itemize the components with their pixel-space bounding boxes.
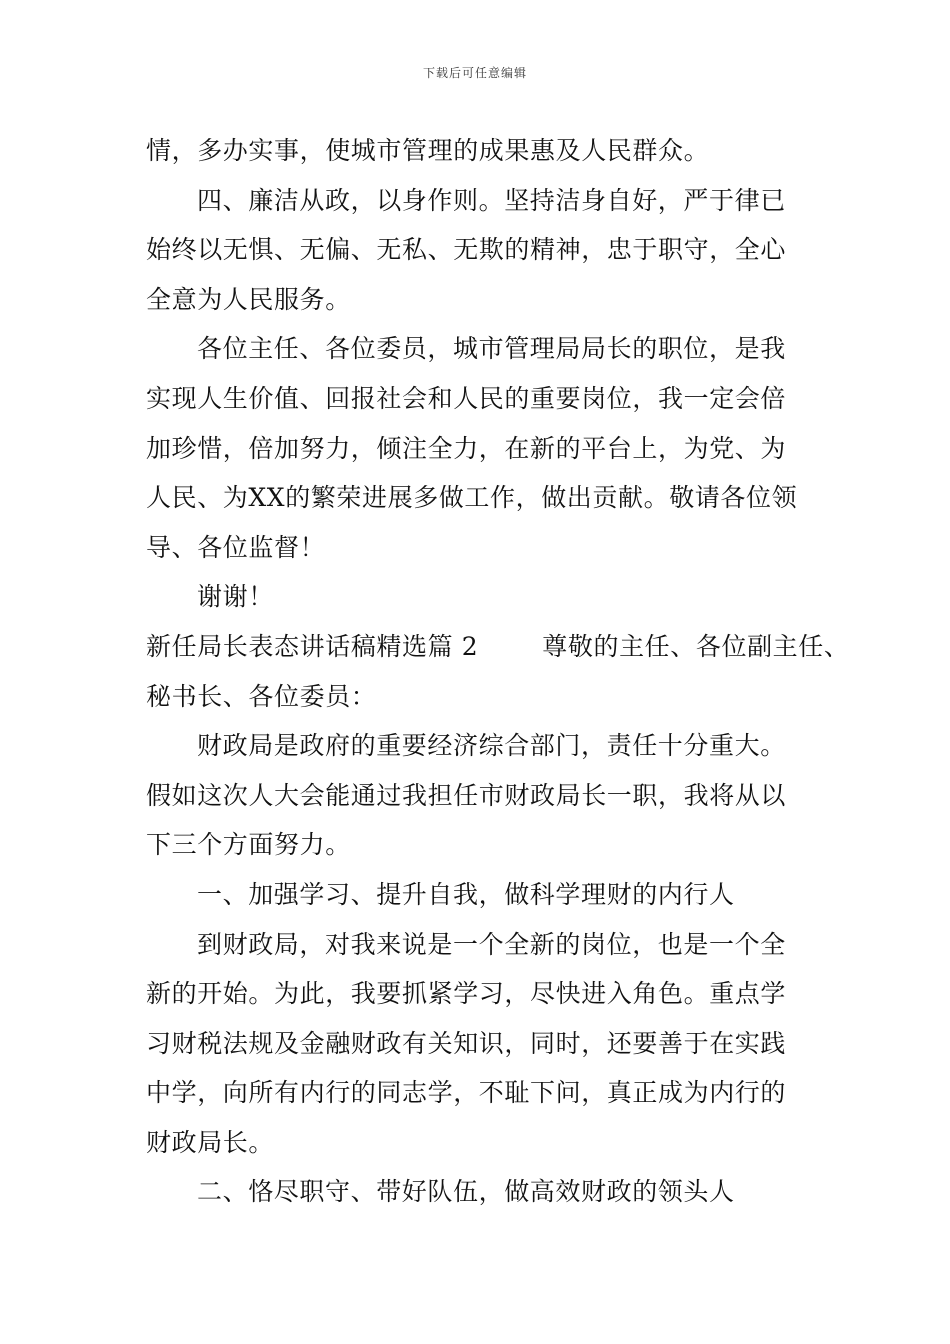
paragraph-line: 假如这次人大会能通过我担任市财政局长一职，我将从以: [146, 780, 787, 810]
paragraph-line: 习财税法规及金融财政有关知识，同时，还要善于在实践: [146, 1028, 787, 1058]
paragraph-line: 下三个方面努力。: [146, 830, 351, 860]
subsection-heading: 一、加强学习、提升自我，做科学理财的内行人: [197, 879, 735, 909]
closing-thanks: 谢谢！: [197, 582, 274, 612]
paragraph-line: 人民、为XX的繁荣进展多做工作，做出贡献。敬请各位领: [146, 483, 798, 513]
paragraph-line: 始终以无惧、无偏、无私、无欺的精神，忠于职守，全心: [146, 235, 787, 265]
paragraph-line: 财政局是政府的重要经济综合部门，责任十分重大。: [197, 731, 786, 761]
salutation-text: 尊敬的主任、各位副主任、: [542, 631, 850, 661]
paragraph-line: 四、廉洁从政，以身作则。坚持洁身自好，严于律已: [197, 185, 786, 215]
paragraph-line: 实现人生价值、回报社会和人民的重要岗位，我一定会倍: [146, 383, 787, 413]
document-body: [146, 126, 850, 1217]
page-header: 下载后可任意编辑: [422, 66, 527, 80]
paragraph-line: 加珍惜，倍加努力，倾注全力，在新的平台上，为党、为: [146, 433, 787, 463]
paragraph-line: 各位主任、各位委员，城市管理局局长的职位，是我: [197, 334, 786, 364]
paragraph-line: 全意为人民服务。: [146, 284, 351, 314]
paragraph-line: 情，多办实事，使城市管理的成果惠及人民群众。: [146, 136, 710, 165]
paragraph-line: 秘书长、各位委员：: [146, 681, 377, 711]
paragraph-line: 新的开始。为此，我要抓紧学习，尽快进入角色。重点学: [146, 979, 787, 1009]
paragraph-line: 中学，向所有内行的同志学，不耻下问，真正成为内行的: [146, 1078, 787, 1108]
paragraph-line: 财政局长。: [146, 1127, 275, 1157]
section-title: 新任局长表态讲话稿精选篇 2: [146, 631, 479, 661]
paragraph-line: 导、各位监督！: [146, 532, 326, 562]
paragraph-line: 到财政局，对我来说是一个全新的岗位，也是一个全: [197, 929, 786, 959]
section-heading-line: [146, 622, 850, 672]
subsection-heading: 二、恪尽职守、带好队伍，做高效财政的领头人: [197, 1177, 735, 1207]
